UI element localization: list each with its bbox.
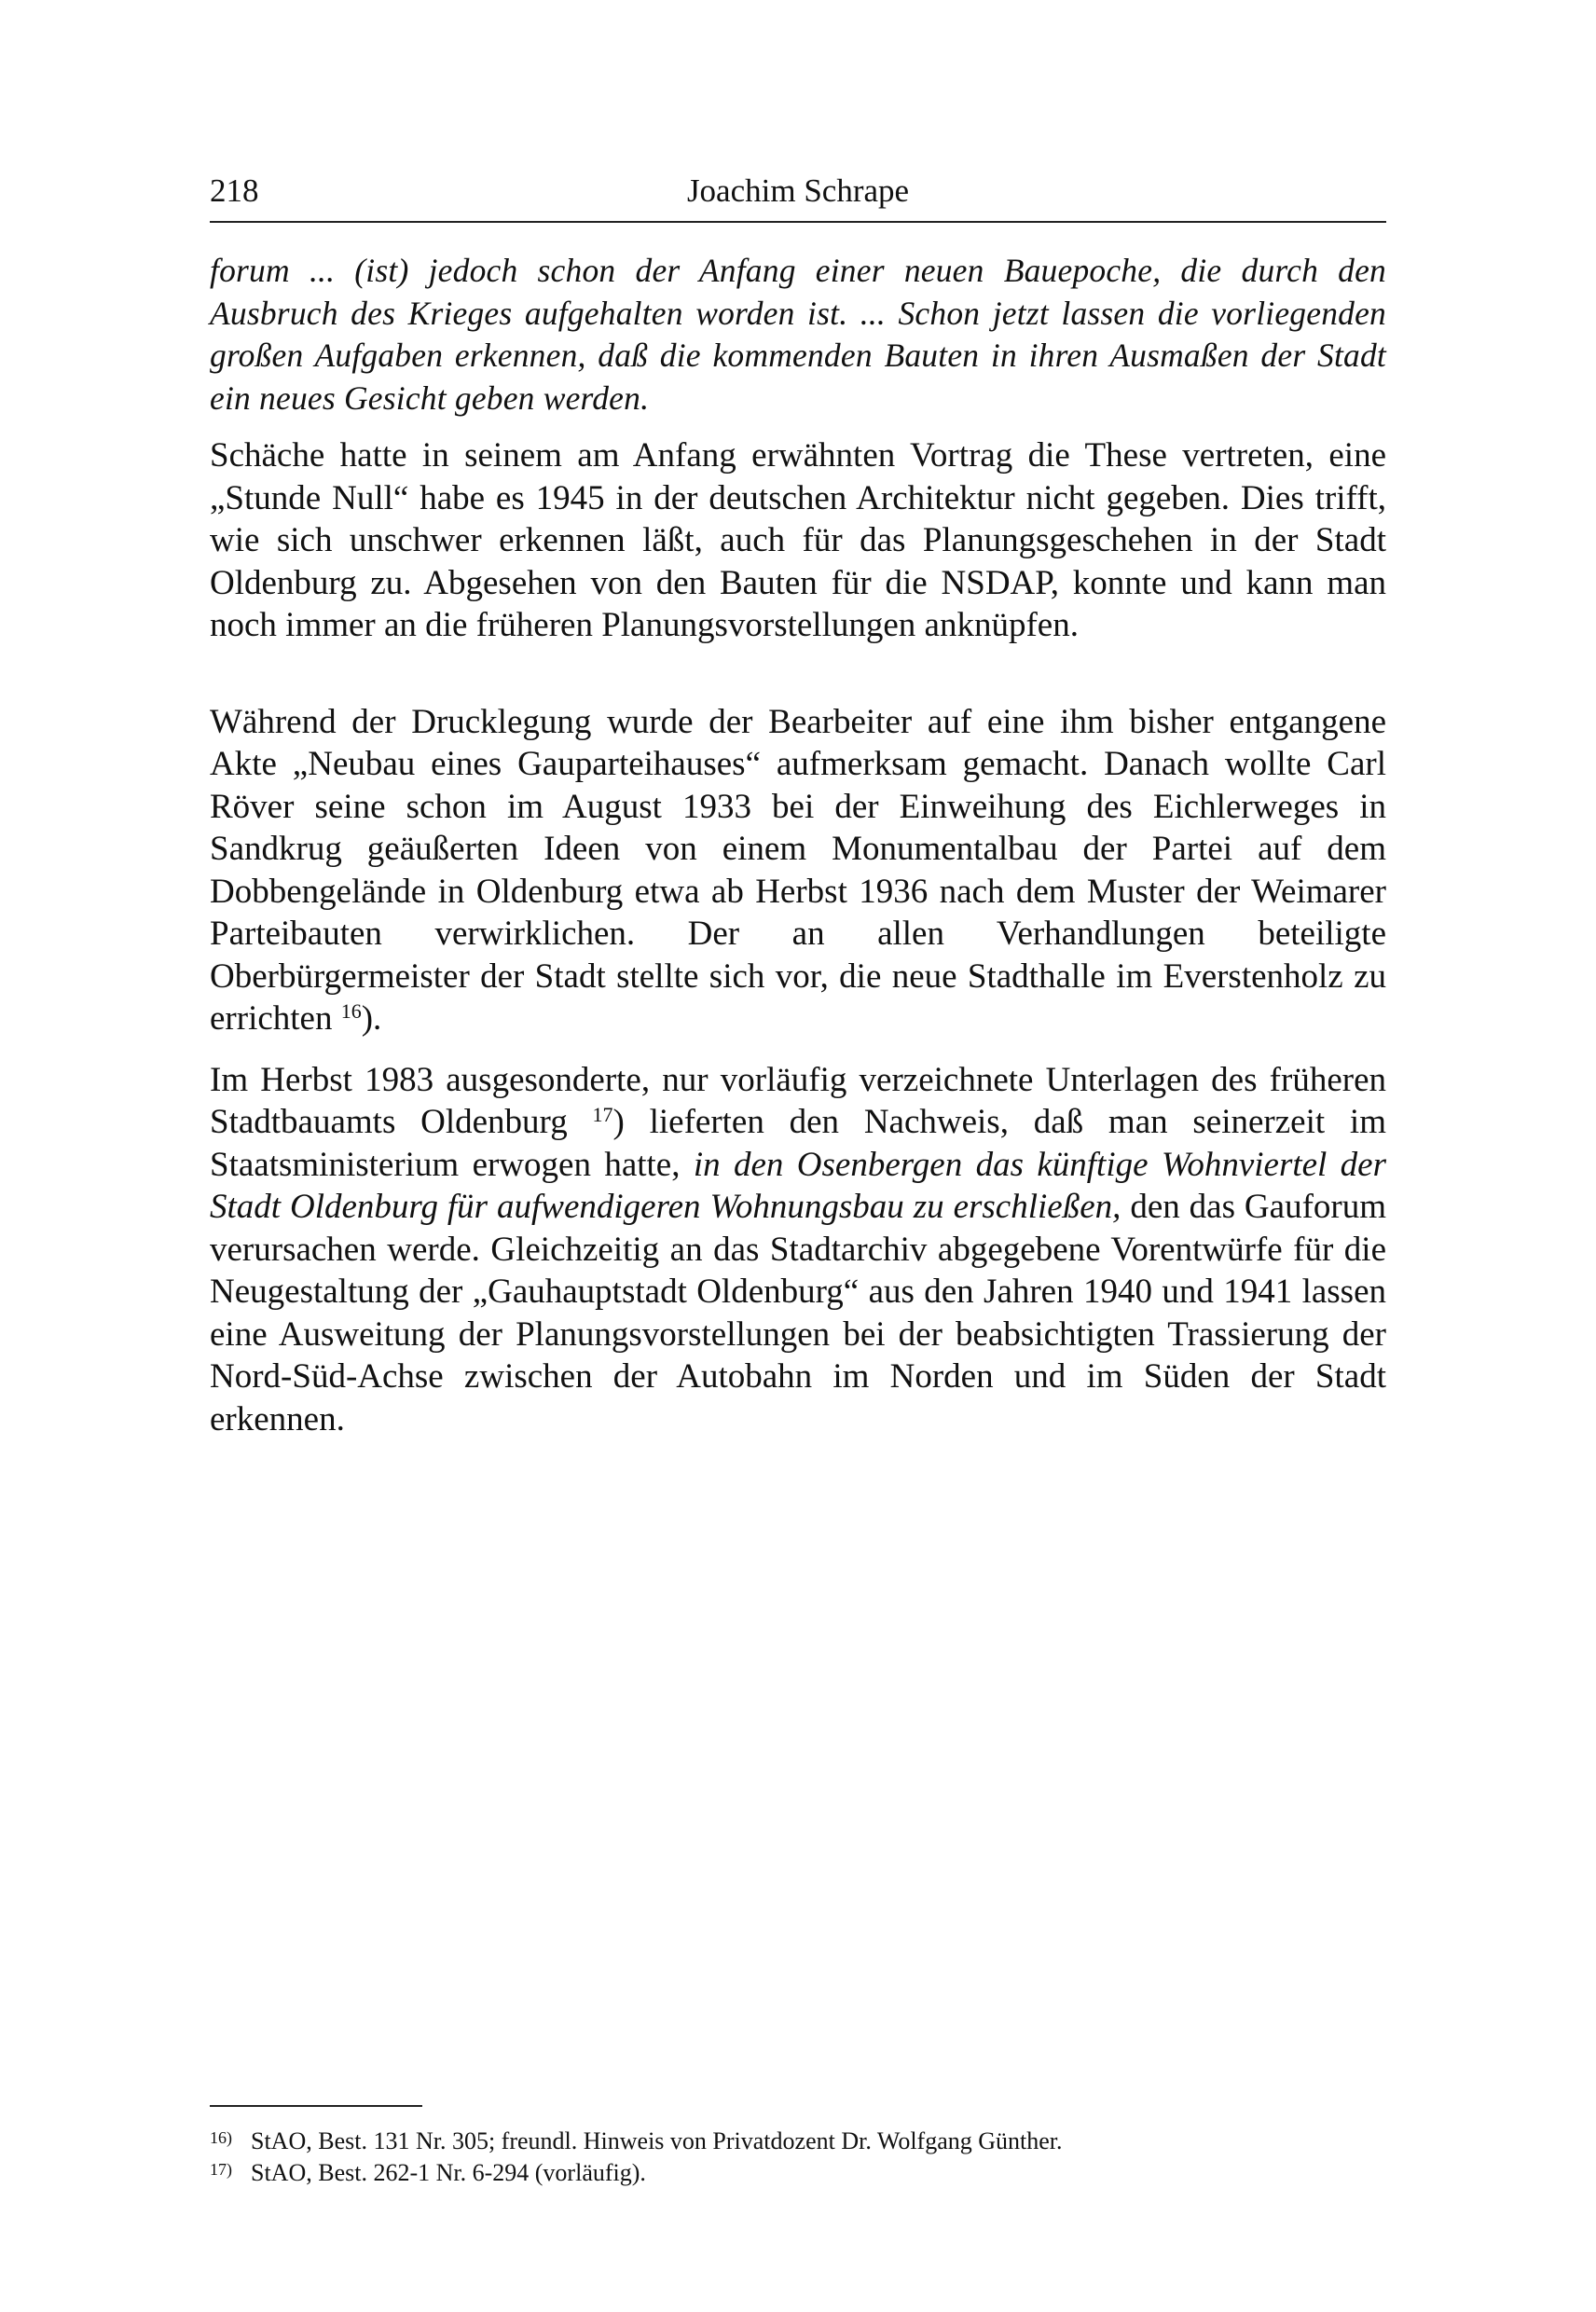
paragraph-text: Im Herbst 1983 ausgesonderte, nur vorläufig verzeichnete Unterlagen des früheren Stadtbauamts Oldenburg <box>210 1060 1386 1141</box>
book-page <box>210 0 1386 2312</box>
paragraph-gap <box>210 1040 1386 1059</box>
footnote-ref-16: 16 <box>340 999 362 1023</box>
footnote-17: 17) StAO, Best. 262-1 Nr. 6-294 (vorläufig). <box>210 2159 646 2186</box>
page-number: 218 <box>210 172 259 209</box>
paragraph-text: ) lieferten den Nachweis, daß man seinerzeit im Staatsministerium erwogen hatte, <box>210 1103 1386 1184</box>
body-text <box>210 250 1386 1440</box>
italic-emphasis: in den Osenbergen das künftige Wohnviertel der Stadt Oldenburg für aufwendigeren Wohnungsbau zu erschließen, <box>210 1145 1387 1226</box>
paragraph-stunde-null: Schäche hatte in seinem am Anfang erwähnten Vortrag die These vertreten, eine „Stunde Null“ habe es 1945 in der deutschen Architektur nicht gegeben. Dies trifft, wie sich unschwer erkennen läßt, auch für das Planungsgeschehen in der Stadt Oldenburg zu. Abgesehen von den Bauten für die NSDAP, konnte und kann man noch immer an die früheren Planungsvorstellungen anknüpfen. <box>210 436 1386 644</box>
footnote-rule <box>210 2105 422 2107</box>
footnote-16: 16) StAO, Best. 131 Nr. 305; freundl. Hinweis von Privatdozent Dr. Wolfgang Günther. <box>210 2127 1063 2154</box>
paragraph-text: Während der Drucklegung wurde der Bearbeiter auf eine ihm bisher entgangene Akte „Neubau eines Gauparteihauses“ aufmerksam gemacht. Danach wollte Carl Röver seine schon im August 1933 bei der Einweihung des Eichlerweges in Sandkrug geäußerten Ideen von einem Monumentalbau der Partei auf dem Dobbengelände in Oldenburg etwa ab Herbst 1936 nach dem Muster der Weimarer Parteibauten verwirklichen. Der an allen Verhandlungen beteiligte Oberbürgermeister der Stadt stellte sich vor, die neue Stadthalle im Everstenholz zu errichten <box>210 702 1386 1038</box>
paragraph-text-end: ). <box>361 999 382 1038</box>
section-gap <box>210 647 1386 701</box>
paragraph-stadtbauamt <box>210 1059 1386 1441</box>
paragraph-gauparteihaus <box>210 701 1386 1040</box>
paragraph-gap <box>210 420 1386 434</box>
page-header <box>210 168 1386 214</box>
footnote-text: StAO, Best. 131 Nr. 305; freundl. Hinweis von Privatdozent Dr. Wolfgang Günther. <box>251 2127 1063 2154</box>
footnote-text: StAO, Best. 262-1 Nr. 6-294 (vorläufig). <box>251 2159 646 2186</box>
footnote-ref-17: 17 <box>592 1103 613 1126</box>
footnotes <box>210 2126 1386 2189</box>
header-rule <box>210 221 1386 223</box>
quote-block: forum ... (ist) jedoch schon der Anfang einer neuen Bauepoche, die durch den Ausbruch des Krieges aufgehalten worden ist. ... Schon jetzt lassen die vorliegenden großen Aufgaben erkennen, daß die kommenden Bauten in ihren Ausmaßen der Stadt ein neues Gesicht geben werden. <box>210 252 1386 417</box>
running-head: Joachim Schrape <box>686 172 910 209</box>
paragraph-text: den das Gauforum verursachen werde. Gleichzeitig an das Stadtarchiv abgegebene Vorentwürfe für die Neugestaltung der „Gauhauptstadt Oldenburg“ aus den Jahren 1940 und 1941 lassen eine Ausweitung der Planungsvorstellungen bei der beabsichtigten Trassierung der Nord-Süd-Achse zwischen der Autobahn im Norden und im Süden der Stadt erkennen. <box>210 1188 1386 1438</box>
